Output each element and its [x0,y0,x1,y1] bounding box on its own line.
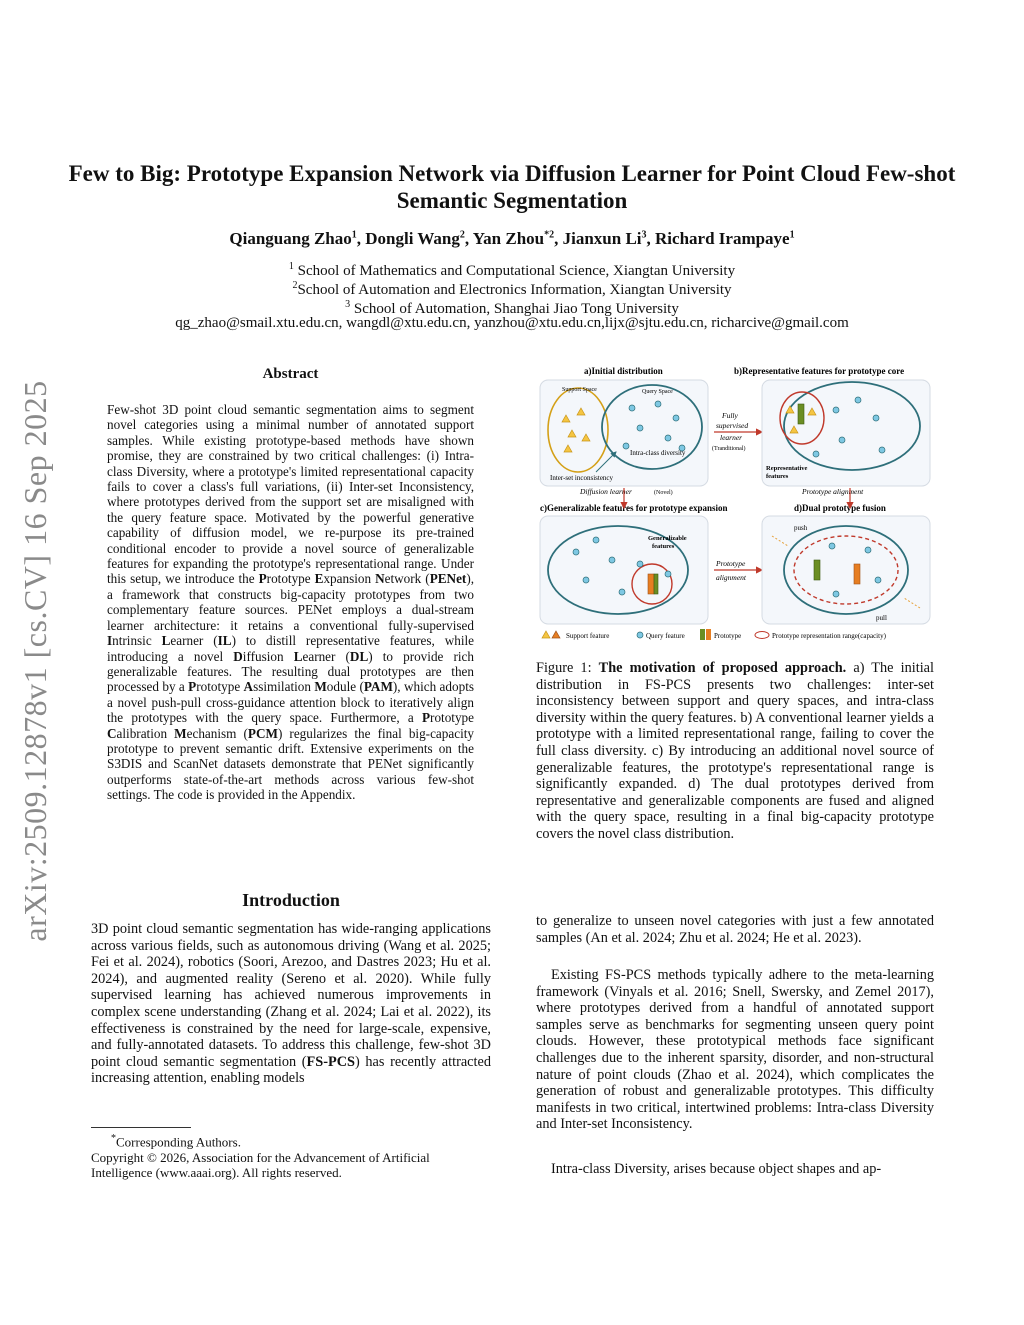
inter-set-label: Inter-set inconsistency [550,474,614,482]
footnote-divider [91,1127,191,1128]
prototype-label: Prototype [716,559,746,568]
panel-a-title: a)Initial distribution [584,366,663,376]
generalizable-label: Generalizable [648,535,687,542]
author-sup: 1 [351,229,357,241]
legend-range: Prototype representation range(capacity) [772,632,886,640]
panel-d-title: d)Dual prototype fusion [794,503,886,513]
support-space-label: Support Space [562,387,597,393]
push-label: push [794,524,808,532]
fully-label: supervised [716,421,749,430]
panel-b-title: b)Representative features for prototype core [734,366,905,376]
representative-label: Representative [766,465,808,472]
motivation-figure [536,360,934,650]
footnote-corresponding: *Corresponding Authors. [111,1133,241,1150]
legend-query: Query feature [646,632,685,640]
panel-d-box [762,516,930,624]
intro-right-paragraph: to generalize to unseen novel categories with just a few annotated samples (An et al. 2024; Zhu et al. 2024; He et al. 2023). [536,913,934,946]
author-sup: 1 [789,229,795,241]
pull-label: pull [876,614,887,622]
panel-a-box [540,380,708,486]
legend-prototype: Prototype [714,632,742,640]
intro-right-paragraph: Existing FS-PCS methods typically adhere to the meta-learning framework (Vinyals et al. 2016; Snell, Swersky, and Zemel 2017), where prototypes derived from a handful of annotated support samples serve as benchmarks for segmenting unseen query point clouds. However, these prototypical methods face significant challenges due to the inherent sparsity, disorder, and non-structural nature of point clouds (Zhao et al. 2024), which complicates the generation of robust and generalizable prototypes. This difficulty manifests in two critical, intertwined problems: Intra-class Diversity and Inter-set Inconsistency. [536,967,934,1133]
author-name: Yan Zhou [472,229,545,248]
affiliation: $^1$ School of Mathematics and Computational Science, Xiangtan University [288,261,736,279]
alignment-label: alignment [716,573,746,582]
fully-label: learner [720,433,743,442]
affiliation: $^3$ School of Automation, Shanghai Jiao Tong University [345,299,679,317]
author-sup: 3 [641,229,647,241]
footnote-copyright: Copyright © 2026, Association for the Advancement of Artificial Intelligence (www.aaai.org). All rights reserved. [91,1149,430,1181]
generalizable-label: features [652,543,675,550]
abstract-heading: Abstract [262,366,319,382]
query-space-label: Query Space [642,389,673,395]
author-sup: *2 [544,229,555,241]
paper-title: Few to Big: Prototype Expansion Network via Diffusion Learner for Point Cloud Few-shot Semantic Segmentation [68,161,956,213]
affiliation: $^2$School of Automation and Electronics Information, Xiangtan University [292,280,732,298]
author-emails: qg_zhao@smail.xtu.edu.cn, wangdl@xtu.edu.cn, yanzhou@xtu.edu.cn,lijx@sjtu.edu.cn, richarcive@gmail.com [175,315,849,331]
arxiv-stamp: arXiv:2509.12878v1 [cs.CV] 16 Sep 2025 [17,380,53,942]
author-name: Qianguang Zhao [229,229,352,248]
intra-class-label: Intra-class diversity [630,449,686,457]
intro-left-paragraph: 3D point cloud semantic segmentation has wide-ranging applications across various fields, such as autonomous driving (Wang et al. 2025; Fei et al. 2024), robotics (Soori, Arezoo, and Dastres 2023; Hu et al. 2024), and augmented reality (Sereno et al. 2020). While fully supervised learning has achieved numerous improvements in complex scene understanding (Zhang et al. 2024; Lai et al. 2022), its effectiveness is constrained by the need for large-scale, expensive, and fully-annotated datasets. To address this challenge, few-shot 3D point cloud semantic segmentation (FS-PCS) has recently attracted increasing attention, enabling models [91,921,491,1087]
figure-caption: Figure 1: The motivation of proposed approach. a) The initial distribution in FS-PCS presents two challenges: inter-set inconsistency between support and query spaces, and intra-class diversity within the query features. b) A conventional learner yields a prototype with a limited representational range, failing to cover the full class diversity. c) By introducing an additional novel source of generalizable features, the prototype's representational range is significantly expanded. d) The dual prototypes derived from representative and generalizable components are fused and aligned with the query space, resulting in a final big-capacity prototype covers the novel class distribution. [536,660,934,842]
traditional-label: (Tranditional) [712,446,746,452]
legend-support: Support feature [566,632,610,640]
introduction-heading: Introduction [242,890,340,910]
representative-label: features [766,473,789,480]
intro-right-paragraph: Intra-class Diversity, arises because object shapes and ap- [551,1161,882,1177]
prototype-alignment-label: Prototype alignment [802,487,864,496]
abstract-body: Few-shot 3D point cloud semantic segmentation aims to segment novel categories using a minimal number of annotated support samples. While existing prototype-based methods have shown promise, they are constrained by two critical challenges: (i) Intra-class Diversity, where a prototype's limited representational capacity fails to cover a class's full variations, (ii) Inter-set Inconsistency, where prototypes derived from the support set are misaligned with the query feature space. Motivated by the powerful generative capability of diffusion model, we re-purpose its pre-trained conditional encoder to provide a novel source of generalizable features for expanding the prototype's representational range. Under this setup, we introduce the Prototype Expansion Network (PENet), a framework that constructs big-capacity prototypes from two complementary feature sources. PENet employs a dual-stream learner architecture: it retains a conventional fully-supervised Intrinsic Learner (IL) to distill representative features, while introducing a novel Diffusion Learner (DL) to provide rich generalizable features. The resulting dual prototypes are then processed by a Prototype Assimilation Module (PAM), which adopts a novel push-pull cross-guidance attention block to iteratively align the prototypes with the query space. Furthermore, a Prototype Calibration Mechanism (PCM) regularizes the final big-capacity prototype to prevent semantic drift. Extensive experiments on the S3DIS and ScanNet datasets demonstrate that PENet significantly outperforms state-of-the-art methods across various few-shot settings. The code is provided in the Appendix. [107,402,475,803]
panel-c-title: c)Generalizable features for prototype expansion [540,503,728,513]
prototype-bar [798,404,804,424]
author-name: Dongli Wang [365,229,460,248]
novel-label: (Novel) [654,490,673,496]
diffusion-learner-label: Diffusion learner [580,487,632,496]
author-list: Qianguang Zhao$^1$, Dongli Wang$^2$, Yan Zhou$^{*2}$, Jianxun Li$^3$, Richard Irampaye$^1$ [229,229,795,248]
footnote [91,1131,491,1181]
fully-label: Fully [722,411,738,420]
author-name: Richard Irampaye [655,229,790,248]
panel-c-box [540,516,708,624]
author-name: Jianxun Li [562,229,642,248]
author-sup: 2 [459,229,465,241]
